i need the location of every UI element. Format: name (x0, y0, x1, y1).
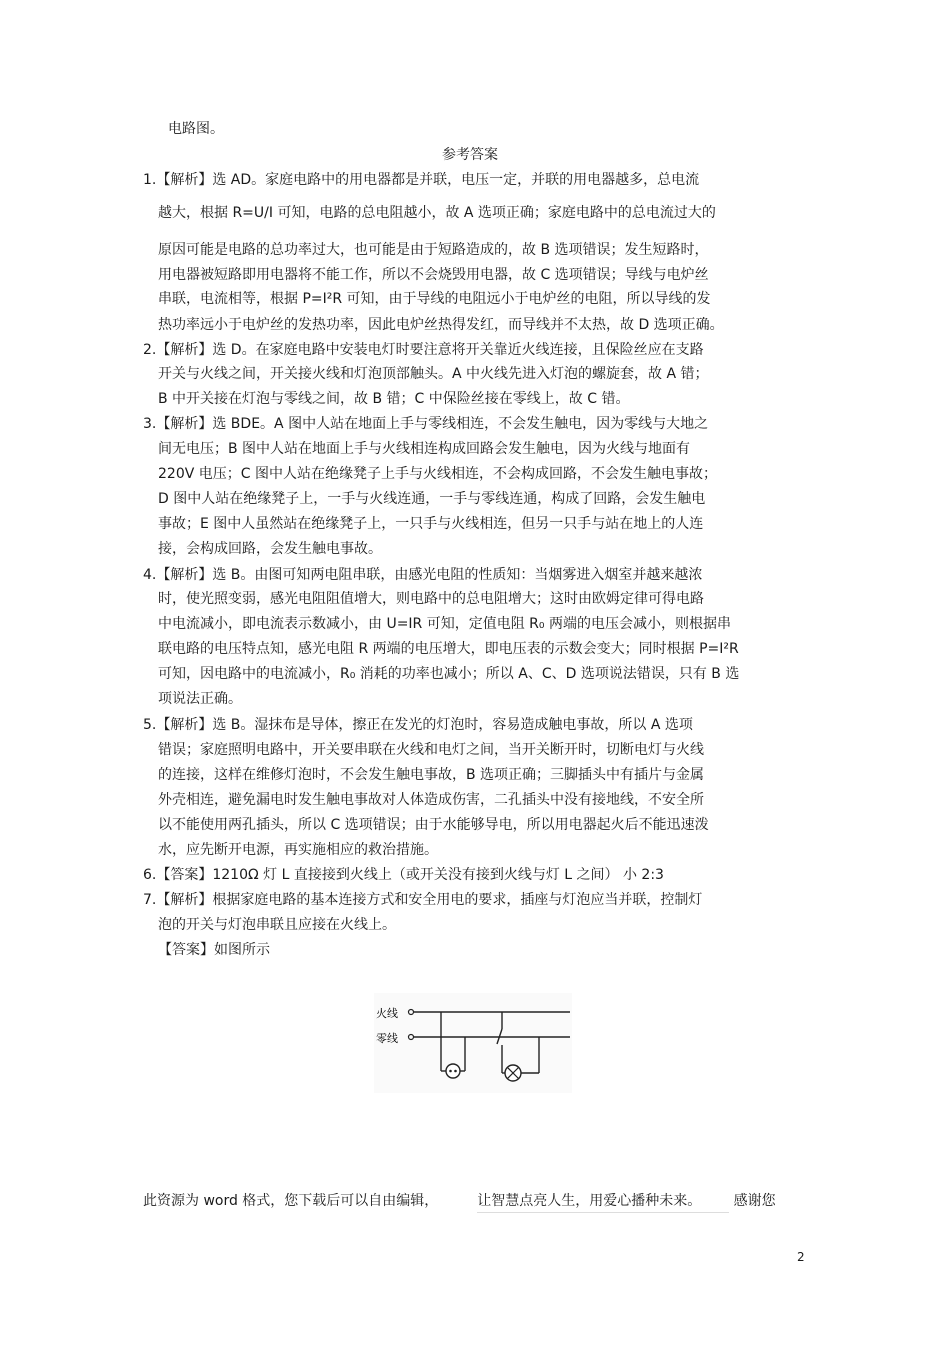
neutral-wire-label: 零线 (376, 1032, 398, 1045)
text-line: 事故；E 图中人虽然站在绝缘凳子上，一只手与火线相连，但另一只手与站在地上的人连 (158, 516, 704, 532)
text-line: 用电器被短路即用电器将不能工作，所以不会烧毁用电器，故 C 选项错误；导线与电炉丝 (158, 267, 709, 283)
text-line: D 图中人站在绝缘凳子上，一手与火线连通，一手与零线连通，构成了回路，会发生触电 (158, 491, 706, 507)
text-line: 【答案】如图所示 (158, 942, 270, 958)
text-line: 开关与火线之间，开关接火线和灯泡顶部触头。A 中火线先进入灯泡的螺旋套，故 A 错； (158, 366, 709, 382)
text-line: 外壳相连，避免漏电时发生触电事故对人体造成伤害，二孔插头中没有接地线，不安全所 (158, 792, 704, 808)
text-line: 越大，根据 R=U/I 可知，电路的总电阻越小，故 A 选项正确；家庭电路中的总电流过大的 (158, 205, 716, 221)
text-line: 4.【解析】选 B。由图可知两电阻串联，由感光电阻的性质知：当烟雾进入烟室并越来越浓 (143, 567, 703, 583)
text-line: 电路图。 (168, 121, 224, 137)
text-line: 以不能使用两孔插头，所以 C 选项错误；由于水能够导电，所以用电器起火后不能迅速泼 (158, 817, 709, 833)
text-line: 2.【解析】选 D。在家庭电路中安装电灯时要注意将开关靠近火线连接，且保险丝应在支路 (143, 342, 704, 358)
text-line: 串联，电流相等，根据 P=I²R 可知，由于导线的电阻远小于电炉丝的电阻，所以导线的发 (158, 291, 711, 307)
section-title: 参考答案 (442, 147, 498, 163)
page-number: 2 (797, 1250, 805, 1264)
text-line: 水，应先断开电源，再实施相应的救治措施。 (158, 842, 438, 858)
text-line: 接，会构成回路，会发生触电事故。 (158, 541, 382, 557)
text-line: 中电流减小，即电流表示数减小，由 U=IR 可知，定值电阻 R₀ 两端的电压会减小，则根据串 (158, 616, 731, 632)
text-line: 泡的开关与灯泡串联且应接在火线上。 (158, 917, 396, 933)
text-line: 220V 电压；C 图中人站在绝缘凳子上手与火线相连，不会构成回路，不会发生触电事故； (158, 466, 717, 482)
text-line: 6.【答案】1210Ω 灯 L 直接接到火线上（或开关没有接到火线与灯 L 之间） 小 2:3 (143, 867, 664, 883)
text-line: 1.【解析】选 AD。家庭电路中的用电器都是并联，电压一定，并联的用电器越多，总电流 (143, 172, 700, 188)
text-line: 间无电压；B 图中人站在地面上手与火线相连构成回路会发生触电，因为火线与地面有 (158, 441, 691, 457)
text-line: 7.【解析】根据家庭电路的基本连接方式和安全用电的要求，插座与灯泡应当并联，控制灯 (143, 892, 703, 908)
socket-icon (446, 1064, 460, 1078)
text-line: 5.【解析】选 B。湿抹布是导体，擦正在发光的灯泡时，容易造成触电事故，所以 A 选项 (143, 717, 693, 733)
footer-slogan: 让智慧点亮人生，用爱心播种未来。 (477, 1192, 729, 1213)
circuit-diagram (374, 993, 572, 1093)
text-line: 联电路的电压特点知，感光电阻 R 两端的电压增大，即电压表的示数会变大；同时根据 P=I²R (158, 641, 739, 657)
footer-left-text: 此资源为 word 格式，您下载后可以自由编辑， (143, 1193, 439, 1209)
text-line: B 中开关接在灯泡与零线之间，故 B 错；C 中保险丝接在零线上，故 C 错。 (158, 391, 630, 407)
footer-right-text: 感谢您 (733, 1193, 776, 1209)
text-line: 的连接，这样在维修灯泡时，不会发生触电事故，B 选项正确；三脚插头中有插片与金属 (158, 767, 705, 783)
live-wire-label: 火线 (376, 1007, 398, 1020)
text-line: 可知，因电路中的电流减小，R₀ 消耗的功率也减小；所以 A、C、D 选项说法错误，只有 B 选 (158, 666, 740, 682)
footer-note (143, 1192, 776, 1213)
text-line: 项说法正确。 (158, 691, 242, 707)
text-line: 原因可能是电路的总功率过大，也可能是由于短路造成的，故 B 选项错误；发生短路时， (158, 242, 709, 258)
text-line: 错误；家庭照明电路中，开关要串联在火线和电灯之间，当开关断开时，切断电灯与火线 (158, 742, 704, 758)
text-line: 时，使光照变弱，感光电阻阻值增大，则电路中的总电阻增大；这时由欧姆定律可得电路 (158, 591, 704, 607)
text-line: 3.【解析】选 BDE。A 图中人站在地面上手与零线相连，不会发生触电，因为零线与大地之 (143, 416, 709, 432)
text-line: 热功率远小于电炉丝的发热功率，因此电炉丝热得发红，而导线并不太热，故 D 选项正确。 (158, 317, 724, 333)
